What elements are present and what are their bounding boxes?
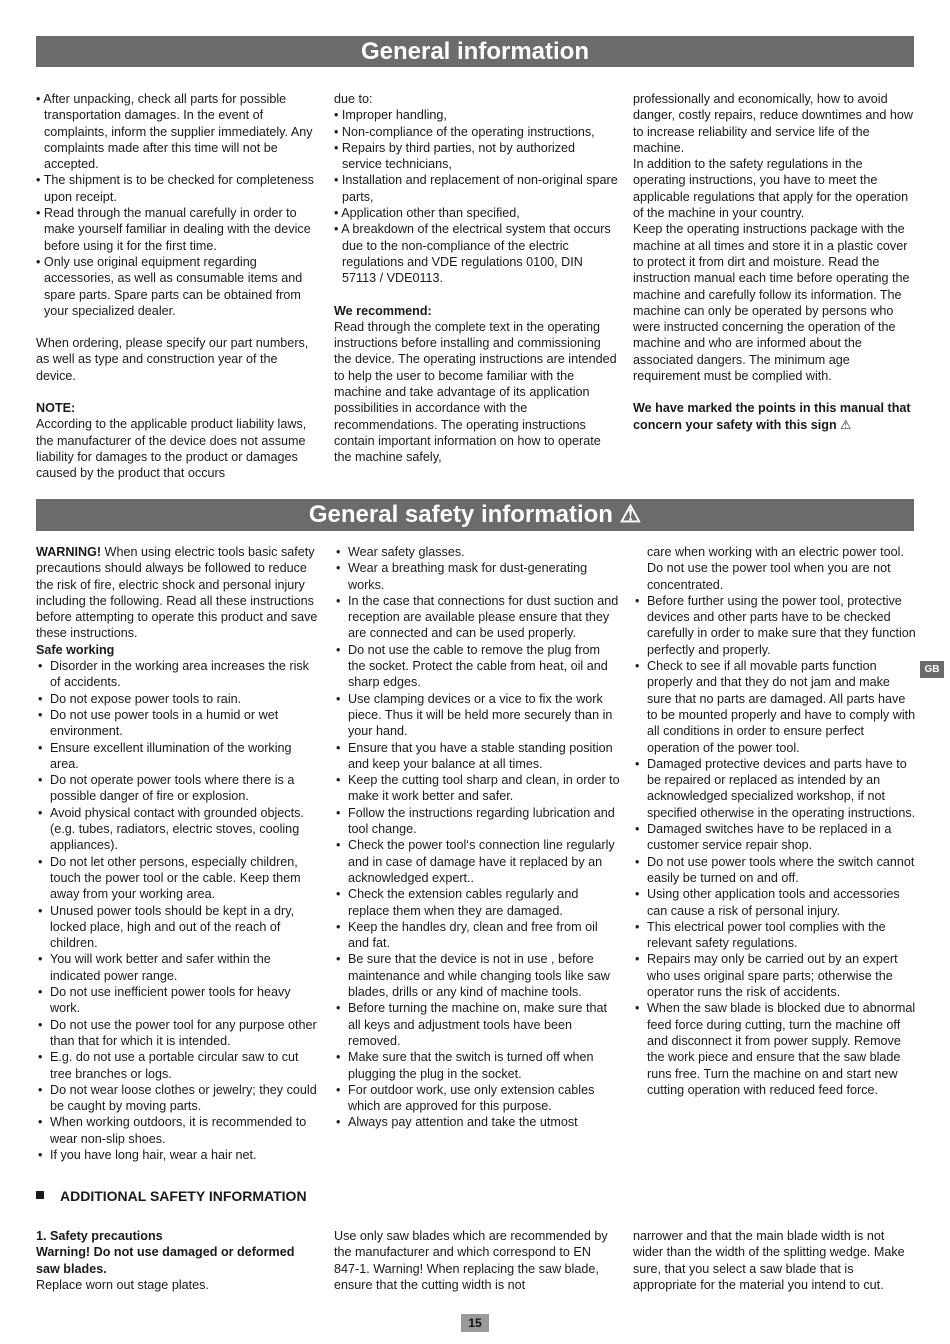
list-item: • Only use original equipment regarding accessories, as well as consumable items and spare parts. Spare parts can be obtained from your specialized dealer.	[36, 254, 320, 319]
list-item: • Damaged protective devices and parts have to be repaired or replaced as intended by an acknowledged specialized workshop, if not specified otherwise in the operating instructions.	[633, 756, 917, 821]
paragraph: professionally and economically, how to avoid danger, costly repairs, reduce downtimes and how to increase reliability and service life of the machine.	[633, 92, 914, 155]
additional-safety-heading	[36, 1186, 307, 1206]
language-tab-gb: GB	[920, 661, 944, 678]
safety-precautions-subheading: 1. Safety precautions	[36, 1229, 163, 1243]
recommend-paragraph: Read through the complete text in the operating instructions before installing and commissioning the device. The operating instructions are intended to help the user to become familiar with the machine and take advantage of its application possibilities in accordance with the recommendations. The operating instructions contain important information on how to operate the machine safely,	[334, 319, 617, 465]
list-item: • Keep the cutting tool sharp and clean, in order to make it work better and safer.	[334, 772, 620, 805]
continued-paragraph: care when working with an electric power tool. Do not use the power tool when you are not concentrated.	[647, 545, 904, 592]
list-item: • The shipment is to be checked for completeness upon receipt.	[36, 172, 320, 205]
section-title-text: General safety information	[308, 501, 613, 528]
list-item: • Installation and replacement of non-original spare parts,	[334, 172, 618, 205]
recommend-label: We recommend:	[334, 303, 432, 318]
list-item: • Do not use the cable to remove the plug from the socket. Protect the cable from heat, oil and sharp edges.	[334, 642, 620, 691]
list-item: • Keep the handles dry, clean and free from oil and fat.	[334, 919, 620, 952]
list-item: • Avoid physical contact with grounded objects. (e.g. tubes, radiators, electric stoves, cooling appliances).	[36, 805, 320, 854]
warning-triangle-icon: ⚠	[619, 501, 642, 528]
safe-working-heading: Safe working	[36, 642, 115, 657]
paragraph: Replace worn out stage plates.	[36, 1277, 209, 1292]
square-bullet-icon	[36, 1191, 44, 1199]
list-item: • After unpacking, check all parts for possible transportation damages. In the event of complaints, inform the supplier immediately. Any complaints made after this time will not be accepted.	[36, 91, 320, 172]
list-item: • When working outdoors, it is recommended to wear non-slip shoes.	[36, 1114, 320, 1147]
unpacking-list	[36, 91, 320, 319]
warning-triangle-icon: ⚠	[840, 417, 852, 432]
list-item: • In the case that connections for dust suction and reception are available please ensure that they are connected and can be used properly.	[334, 593, 620, 642]
list-item: • Before further using the power tool, protective devices and other parts have to be checked carefully in order to make sure that they function perfectly and properly.	[633, 593, 917, 658]
list-item: • Make sure that the switch is turned off when plugging the plug in the socket.	[334, 1049, 620, 1082]
general-info-column-2	[334, 91, 618, 466]
general-info-column-3	[633, 91, 917, 433]
additional-column-3	[633, 1228, 917, 1293]
list-item: • Ensure that you have a stable standing position and keep your balance at all times.	[334, 740, 620, 773]
list-item: • Application other than specified,	[334, 205, 618, 221]
page-number: 15	[461, 1314, 489, 1332]
list-item: • Do not expose power tools to rain.	[36, 691, 320, 707]
paragraph: Use only saw blades which are recommended by the manufacturer and which correspond to EN 847-1. Warning! When replacing the saw blade, ensure that the cutting width is not	[334, 1229, 608, 1292]
list-item: • Before turning the machine on, make sure that all keys and adjustment tools have been removed.	[334, 1000, 620, 1049]
ordering-paragraph: When ordering, please specify our part numbers, as well as type and construction year of the device.	[36, 336, 309, 383]
safety-list-3	[633, 593, 917, 1098]
safety-list-2	[334, 544, 620, 1131]
list-item: • Do not use inefficient power tools for heavy work.	[36, 984, 320, 1017]
list-item: • Do not use power tools in a humid or wet environment.	[36, 707, 320, 740]
due-to-lead: due to:	[334, 92, 373, 106]
list-item: • Using other application tools and accessories can cause a risk of personal injury.	[633, 886, 917, 919]
list-item: • Always pay attention and take the utmost	[334, 1114, 620, 1130]
list-item: • Do not use power tools where the switch cannot easily be turned on and off.	[633, 854, 917, 887]
list-item: • Read through the manual carefully in order to make yourself familiar in dealing with the device before using it for the first time.	[36, 205, 320, 254]
list-item: • Do not wear loose clothes or jewelry; they could be caught by moving parts.	[36, 1082, 320, 1115]
general-info-column-1	[36, 91, 320, 482]
list-item: • Follow the instructions regarding lubrication and tool change.	[334, 805, 620, 838]
warning-paragraph	[36, 544, 320, 642]
list-item: • Check to see if all movable parts function properly and that they do not jam and make sure that no parts are damaged. All parts have to be mounted properly and have to comply with all conditions in order to ensure perfect operation of the power tool.	[633, 658, 917, 756]
list-item: • Do not use the power tool for any purpose other than that for which it is intended.	[36, 1017, 320, 1050]
list-item: • Wear safety glasses.	[334, 544, 620, 560]
list-item: • Improper handling,	[334, 107, 618, 123]
list-item: • Check the extension cables regularly and replace them when they are damaged.	[334, 886, 620, 919]
list-item: • Be sure that the device is not in use , before maintenance and while changing tools like saw blades, drills or any kind of machine tools.	[334, 951, 620, 1000]
list-item: • A breakdown of the electrical system that occurs due to the non-compliance of the electric regulations and VDE regulations 0100, DIN 57113 / VDE0113.	[334, 221, 618, 286]
list-item: • Disorder in the working area increases the risk of accidents.	[36, 658, 320, 691]
section-title-text: General information	[360, 38, 590, 65]
paragraph: narrower and that the main blade width is not wider than the width of the splitting wedge. Make sure, that you select a saw blade that is appropriate for the material you intend to cut.	[633, 1229, 905, 1292]
note-label: NOTE:	[36, 401, 76, 416]
list-item: • For outdoor work, use only extension cables which are approved for this purpose.	[334, 1082, 620, 1115]
list-item: • This electrical power tool complies with the relevant safety regulations.	[633, 919, 917, 952]
list-item: • Use clamping devices or a vice to fix the work piece. Thus it will be held more securely than in your hand.	[334, 691, 620, 740]
warning-text: When using electric tools basic safety precautions should always be followed to reduce the risk of fire, electric shock and personal injury including the following. Read all these instructions before attempting to operate this product and save these instructions.	[36, 545, 318, 641]
additional-column-1	[36, 1228, 320, 1293]
list-item: • When the saw blade is blocked due to abnormal feed force during cutting, turn the machine off and disconnect it from power supply. Remove the work piece and ensure that the saw blade runs free. Turn the machine on and start new cutting operation with reduced feed force.	[633, 1000, 917, 1098]
section-title-general-safety-information	[36, 499, 914, 531]
paragraph: Keep the operating instructions package with the machine at all times and store it in a plastic cover to protect it from dirt and moisture. Read the instruction manual each time before operating the machine and carefully follow its information. The machine can only be operated by persons who were instructed concerning the operation of the machine and who are informed about the associated dangers. The minimum age requirement must be complied with.	[633, 222, 910, 384]
safety-column-3	[633, 544, 917, 1098]
safety-sign-note-text: We have marked the points in this manual that concern your safety with this sign	[633, 401, 911, 432]
list-item: • Repairs may only be carried out by an expert who uses original spare parts; otherwise the operator runs the risk of accidents.	[633, 951, 917, 1000]
list-item: • Wear a breathing mask for dust-generating works.	[334, 560, 620, 593]
list-item: • Non-compliance of the operating instructions,	[334, 124, 618, 140]
list-item: • E.g. do not use a portable circular saw to cut tree branches or logs.	[36, 1049, 320, 1082]
safe-working-list	[36, 658, 320, 1163]
section-title-general-information	[36, 36, 914, 67]
safety-sign-note	[633, 400, 917, 433]
list-item: • Do not operate power tools where there is a possible danger of fire or explosion.	[36, 772, 320, 805]
note-paragraph: According to the applicable product liability laws, the manufacturer of the device does not assume liability for damages to the product or damages caused by the product that occurs	[36, 417, 307, 481]
list-item: • Ensure excellent illumination of the working area.	[36, 740, 320, 773]
list-item: • Check the power tool‘s connection line regularly and in case of damage have it replaced by an acknowledged expert..	[334, 837, 620, 886]
safety-column-2	[334, 544, 620, 1131]
list-item: • You will work better and safer within the indicated power range.	[36, 951, 320, 984]
list-item: • Repairs by third parties, not by authorized service technicians,	[334, 140, 618, 173]
list-item: • Unused power tools should be kept in a dry, locked place, high and out of the reach of children.	[36, 903, 320, 952]
safety-column-1	[36, 544, 320, 1163]
additional-safety-heading-text: ADDITIONAL SAFETY INFORMATION	[60, 1188, 307, 1204]
additional-column-2	[334, 1228, 618, 1293]
saw-blade-warning: Warning! Do not use damaged or deformed saw blades.	[36, 1245, 295, 1276]
list-item: • Do not let other persons, especially children, touch the power tool or the cable. Keep them away from your working area.	[36, 854, 320, 903]
warning-label: WARNING!	[36, 545, 102, 559]
list-item: • Damaged switches have to be replaced in a customer service repair shop.	[633, 821, 917, 854]
liability-exclusions-list	[334, 107, 618, 286]
list-item: • If you have long hair, wear a hair net.	[36, 1147, 320, 1163]
paragraph: In addition to the safety regulations in the operating instructions, you have to meet the applicable regulations that apply for the operation of the machine in your country.	[633, 157, 909, 221]
